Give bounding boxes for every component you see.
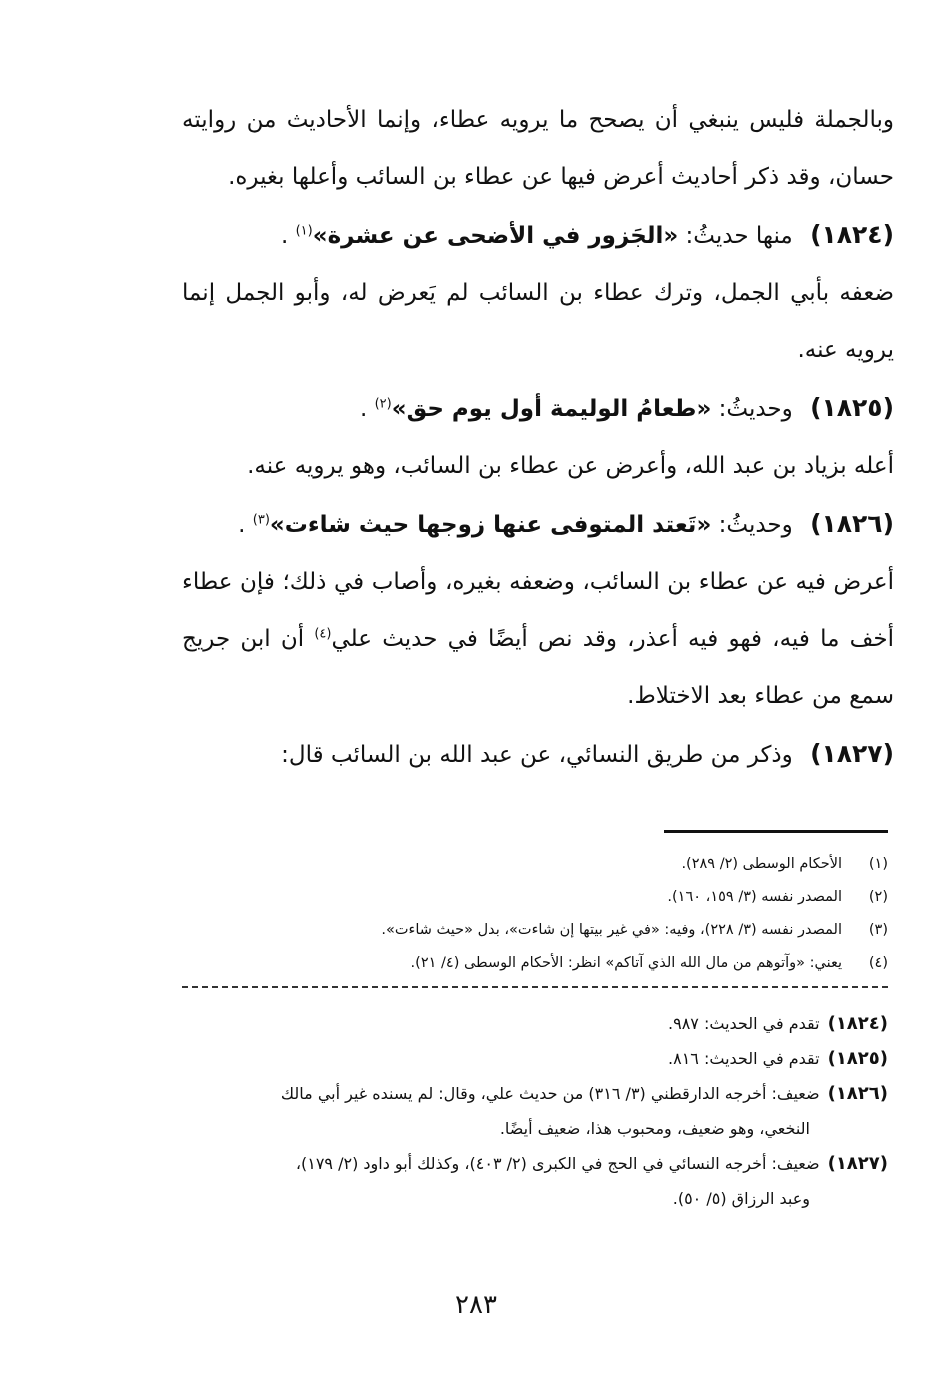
takhrij-number: (١٨٢٥) xyxy=(827,1048,888,1069)
takhrij-continuation: النخعي، وهو ضعيف، ومحبوب هذا، ضعيف أيضًا. xyxy=(499,1119,810,1138)
footnote-text: يعني: «وآتوهم من مال الله الذي آتاكم» انظر: الأحكام الوسطى (٤/ ٢١). xyxy=(410,955,842,971)
paragraph-text: وذكر من طريق النسائي، عن عبد الله بن السائب قال: xyxy=(281,742,793,768)
takhrij-note xyxy=(176,1076,888,1111)
footnote xyxy=(168,881,888,914)
punct: . xyxy=(238,512,246,538)
paragraph: وبالجملة فليس ينبغي أن يصحح ما يرويه عطاء، وإنما الأحاديث من روايته حسان، وقد ذكر أحاديث أعرض فيها عن عطاء بن السائب وأعلها بغيره. xyxy=(182,107,894,190)
hadith-entry-1826 xyxy=(182,495,894,554)
takhrij-note xyxy=(176,1006,888,1041)
footnote xyxy=(168,848,888,881)
takhrij-text: تقدم في الحديث: ٨١٦. xyxy=(668,1049,820,1068)
hadith-intro: وحديثُ: xyxy=(718,396,793,422)
takhrij-text: تقدم في الحديث: ٩٨٧. xyxy=(668,1014,820,1033)
hadith-number: (١٨٢٦) xyxy=(810,509,894,538)
page-number: ٢٨٣ xyxy=(455,1290,497,1320)
hadith-quote: «تَعتد المتوفى عنها زوجها حيث شاءت» xyxy=(269,512,712,538)
hadith-number: (١٨٢٧) xyxy=(810,739,894,768)
punct: . xyxy=(359,396,368,422)
footnotes xyxy=(168,848,888,980)
footnote xyxy=(168,947,888,980)
footnote-text: المصدر نفسه (٣/ ١٥٩، ١٦٠). xyxy=(667,889,842,905)
takhrij-text: ضعيف: أخرجه الدارقطني (٣/ ٣١٦) من حديث علي، وقال: لم يسنده غير أبي مالك xyxy=(280,1084,820,1103)
takhrij-note xyxy=(176,1146,888,1181)
hadith-entry-1827 xyxy=(182,725,894,784)
footnote-ref: (٢) xyxy=(374,396,392,412)
footnote-ref: (٤) xyxy=(314,626,332,642)
paragraph-text: أن ابن جريج سمع من عطاء بعد الاختلاط. xyxy=(182,626,894,709)
hadith-intro: منها حديثُ: xyxy=(685,223,793,249)
main-text xyxy=(182,92,894,784)
punct: . xyxy=(280,223,289,249)
takhrij-number: (١٨٢٤) xyxy=(827,1013,888,1034)
hadith-quote: «طعامُ الوليمة أول يوم حق» xyxy=(391,396,712,422)
takhrij-note xyxy=(176,1041,888,1076)
footnote-text: المصدر نفسه (٣/ ٢٢٨)، وفيه: «في غير بيتها إن شاءت»، بدل «حيث شاءت». xyxy=(381,922,842,938)
paragraph-text: أعرض فيه عن عطاء بن السائب، وضعفه بغيره، وأصاب في ذلك؛ فإن عطاء أخف ما فيه، فهو فيه أعذر، وقد نص أيضًا في حديث علي xyxy=(182,569,895,652)
footnote-text: الأحكام الوسطى (٢/ ٢٨٩). xyxy=(681,856,842,872)
paragraph xyxy=(182,554,894,725)
footnote-number: (٢) xyxy=(868,889,888,905)
footnote-divider xyxy=(664,830,888,833)
hadith-intro: وحديثُ: xyxy=(718,512,793,538)
hadith-entry-1824 xyxy=(182,206,894,265)
takhrij-divider xyxy=(182,986,888,988)
takhrij-notes xyxy=(176,1006,888,1216)
takhrij-continuation: وعبد الرزاق (٥/ ٥٠). xyxy=(672,1189,810,1208)
hadith-number: (١٨٢٥) xyxy=(810,393,894,422)
footnote-number: (٣) xyxy=(868,922,888,938)
hadith-entry-1825 xyxy=(182,379,894,438)
takhrij-number: (١٨٢٦) xyxy=(827,1083,888,1104)
footnote xyxy=(168,914,888,947)
hadith-quote: «الجَزور في الأضحى عن عشرة» xyxy=(312,223,679,249)
footnote-number: (٤) xyxy=(868,955,888,971)
paragraph: أعله بزياد بن عبد الله، وأعرض عن عطاء بن السائب، وهو يرويه عنه. xyxy=(247,453,894,479)
hadith-number: (١٨٢٤) xyxy=(810,220,894,249)
takhrij-text: ضعيف: أخرجه النسائي في الحج في الكبرى (٢/ ٤٠٣)، وكذلك أبو داود (٢/ ١٧٩)، xyxy=(295,1154,820,1173)
takhrij-number: (١٨٢٧) xyxy=(827,1153,888,1174)
footnote-ref: (٣) xyxy=(252,512,270,528)
paragraph: ضعفه بأبي الجمل، وترك عطاء بن السائب لم يَعرض له، وأبو الجمل إنما يرويه عنه. xyxy=(182,280,894,363)
footnote-number: (١) xyxy=(868,856,888,872)
footnote-ref: (١) xyxy=(295,223,313,239)
